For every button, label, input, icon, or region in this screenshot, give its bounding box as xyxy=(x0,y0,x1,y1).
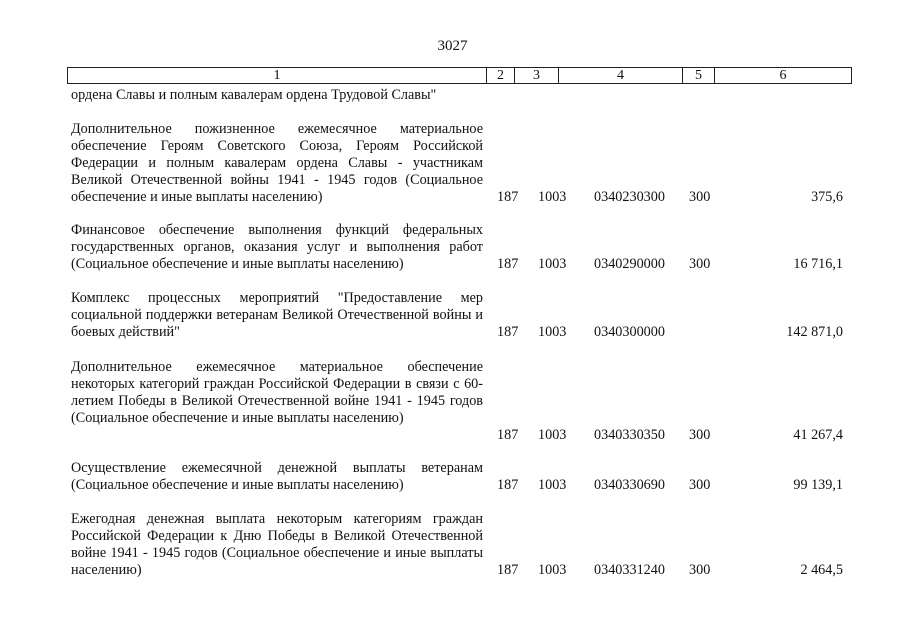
row-section: 1003 xyxy=(538,477,567,493)
row-grbs: 187 xyxy=(497,189,519,205)
row-target-code: 0340290000 xyxy=(594,256,665,272)
row-section: 1003 xyxy=(538,324,567,340)
row-section: 1003 xyxy=(538,189,567,205)
row-expense-type: 300 xyxy=(689,189,711,205)
row-section: 1003 xyxy=(538,256,567,272)
row-amount: 99 139,1 xyxy=(793,477,843,493)
row-description: Дополнительное ежемесячное материальное обеспечение некоторых категорий граждан Российской Федерации в связи с 60-летием Победы в Великой Отечественной войне 1941 - 1945 годов (Социальное обеспечение и иные выплаты населению) xyxy=(71,359,483,426)
row-grbs: 187 xyxy=(497,562,519,578)
row-amount: 2 464,5 xyxy=(800,562,843,578)
row-amount: 16 716,1 xyxy=(793,256,843,272)
row-target-code: 0340330690 xyxy=(594,477,665,493)
row-target-code: 0340330350 xyxy=(594,427,665,443)
header-col-3: 3 xyxy=(515,68,559,83)
row-description: Комплекс процессных мероприятий "Предоставление мер социальной поддержки ветеранам Великой Отечественной войны и боевых действий" xyxy=(71,290,483,340)
row-grbs: 187 xyxy=(497,256,519,272)
header-col-1: 1 xyxy=(68,68,487,83)
header-col-5: 5 xyxy=(683,68,715,83)
header-col-2: 2 xyxy=(487,68,515,83)
row-expense-type: 300 xyxy=(689,562,711,578)
continuation-text: ордена Славы и полным кавалерам ордена Трудовой Славы" xyxy=(71,87,437,103)
row-target-code: 0340331240 xyxy=(594,562,665,578)
row-amount: 375,6 xyxy=(811,189,843,205)
row-target-code: 0340230300 xyxy=(594,189,665,205)
row-grbs: 187 xyxy=(497,477,519,493)
page-number: 3027 xyxy=(437,38,468,54)
row-target-code: 0340300000 xyxy=(594,324,665,340)
row-grbs: 187 xyxy=(497,324,519,340)
row-section: 1003 xyxy=(538,562,567,578)
row-amount: 41 267,4 xyxy=(793,427,843,443)
header-col-6: 6 xyxy=(779,68,787,83)
row-description: Дополнительное пожизненное ежемесячное материальное обеспечение Героям Советского Союза, Героям Российской Федерации и полным кавалерам ордена Славы - участникам Великой Отечественной войны 1941 - 1945 годов (Социальное обеспечение и иные выплаты населению) xyxy=(71,121,483,205)
row-expense-type: 300 xyxy=(689,256,711,272)
row-description: Финансовое обеспечение выполнения функций федеральных государственных органов, оказания услуг и выполнения работ (Социальное обеспечение и иные выплаты населению) xyxy=(71,222,483,272)
row-description: Осуществление ежемесячной денежной выплаты ветеранам (Социальное обеспечение и иные выплаты населению) xyxy=(71,460,483,493)
row-amount: 142 871,0 xyxy=(786,324,843,340)
row-description: Ежегодная денежная выплата некоторым категориям граждан Российской Федерации к Дню Победы в Великой Отечественной войне 1941 - 1945 годов (Социальное обеспечение и иные выплаты населению) xyxy=(71,511,483,578)
row-section: 1003 xyxy=(538,427,567,443)
row-expense-type: 300 xyxy=(689,477,711,493)
row-expense-type: 300 xyxy=(689,427,711,443)
header-col-4: 4 xyxy=(559,68,683,83)
row-grbs: 187 xyxy=(497,427,519,443)
